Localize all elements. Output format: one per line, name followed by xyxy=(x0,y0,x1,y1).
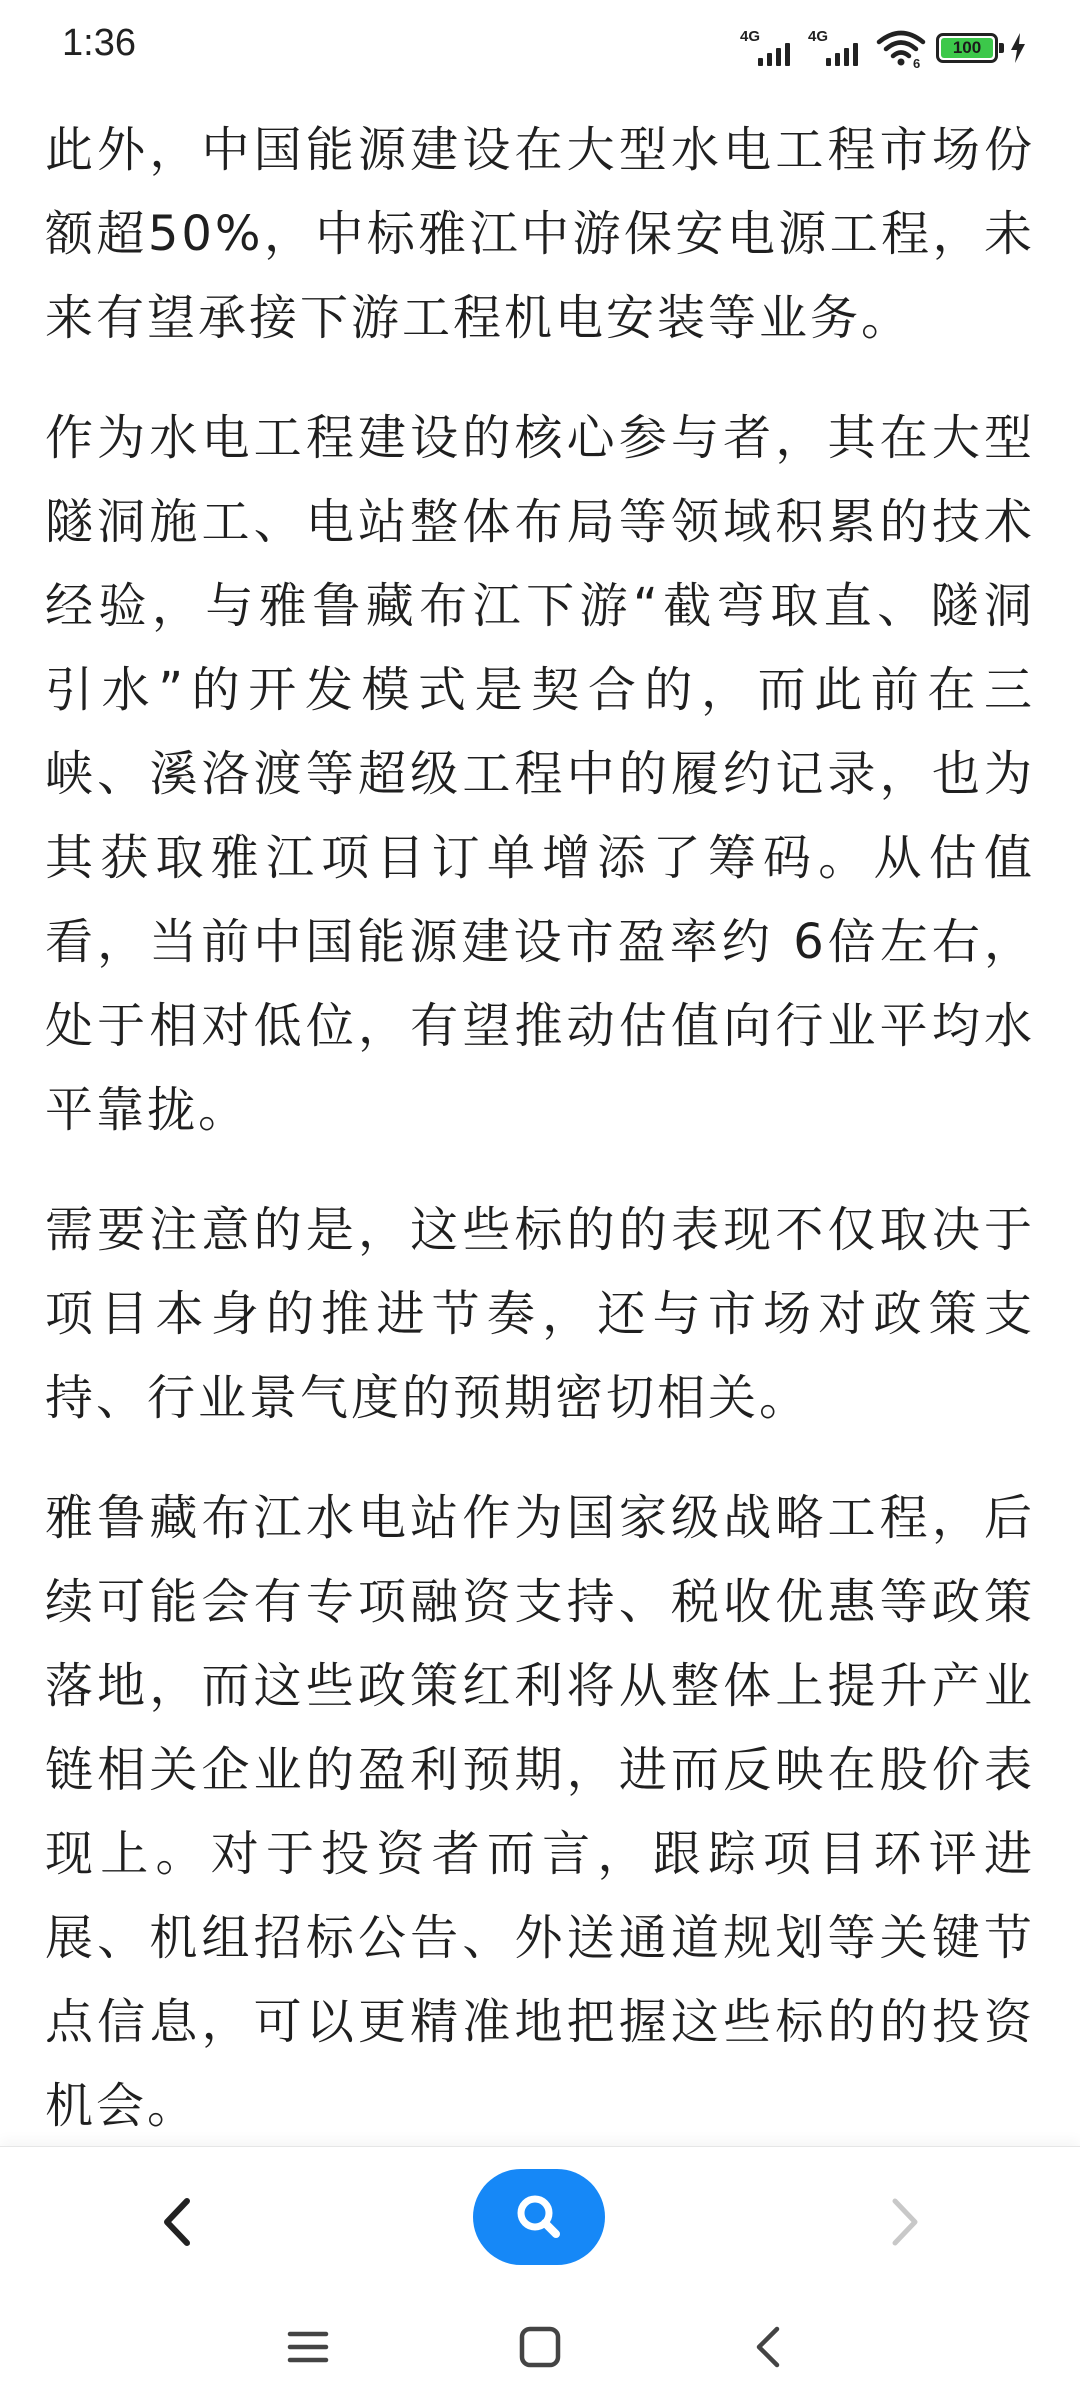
article-paragraph: 需要注意的是，这些标的的表现不仅取决于项目本身的推进节奏，还与市场对政策支持、行业景气度的预期密切相关。 xyxy=(45,1202,1035,1426)
signal-icon xyxy=(740,28,798,68)
article-paragraph: 雅鲁藏布江水电站作为国家级战略工程，后续可能会有专项融资支持、税收优惠等政策落地，而这些政策红利将从整体上提升产业链相关企业的盈利预期，进而反映在股价表现上。对于投资者而言，跟踪项目环评进展、机组招标公告、外送通道规划等关键节点信息，可以更精准地把握这些标的的投资机会。 xyxy=(45,1490,1035,2134)
home-icon[interactable] xyxy=(510,2317,570,2377)
battery-level: 100 xyxy=(941,38,993,58)
status-bar xyxy=(0,0,1080,96)
article-body xyxy=(45,108,1035,2268)
wifi-icon xyxy=(876,28,926,68)
chevron-right-icon[interactable] xyxy=(868,2187,938,2257)
browser-bottom-bar xyxy=(0,2146,1080,2401)
back-icon[interactable] xyxy=(740,2317,800,2377)
search-icon xyxy=(512,2190,566,2244)
article-paragraph: 作为水电工程建设的核心参与者，其在大型隧洞施工、电站整体布局等领域积累的技术经验，与雅鲁藏布江下游“截弯取直、隧洞引水”的开发模式是契合的，而此前在三峡、溪洛渡等超级工程中的履约记录，也为其获取雅江项目订单增添了筹码。从估值看，当前中国能源建设市盈率约 6倍左右，处于相对低位，有望推动估值向行业平均水平靠拢。 xyxy=(45,410,1035,1138)
status-icons xyxy=(740,26,1028,70)
signal-icon xyxy=(808,28,866,68)
battery-icon xyxy=(936,33,998,63)
wifi-badge: 6 xyxy=(913,56,921,68)
chevron-left-icon[interactable] xyxy=(144,2187,214,2257)
article-paragraph: 此外，中国能源建设在大型水电工程市场份额超50%，中标雅江中游保安电源工程，未来有望承接下游工程机电安装等业务。 xyxy=(45,122,1035,346)
search-button[interactable] xyxy=(473,2169,605,2265)
status-time: 1:36 xyxy=(62,22,136,64)
menu-icon[interactable] xyxy=(278,2317,338,2377)
network-type-label: 4G xyxy=(808,28,829,45)
network-type-label: 4G xyxy=(740,28,761,45)
charging-icon xyxy=(1008,32,1028,64)
